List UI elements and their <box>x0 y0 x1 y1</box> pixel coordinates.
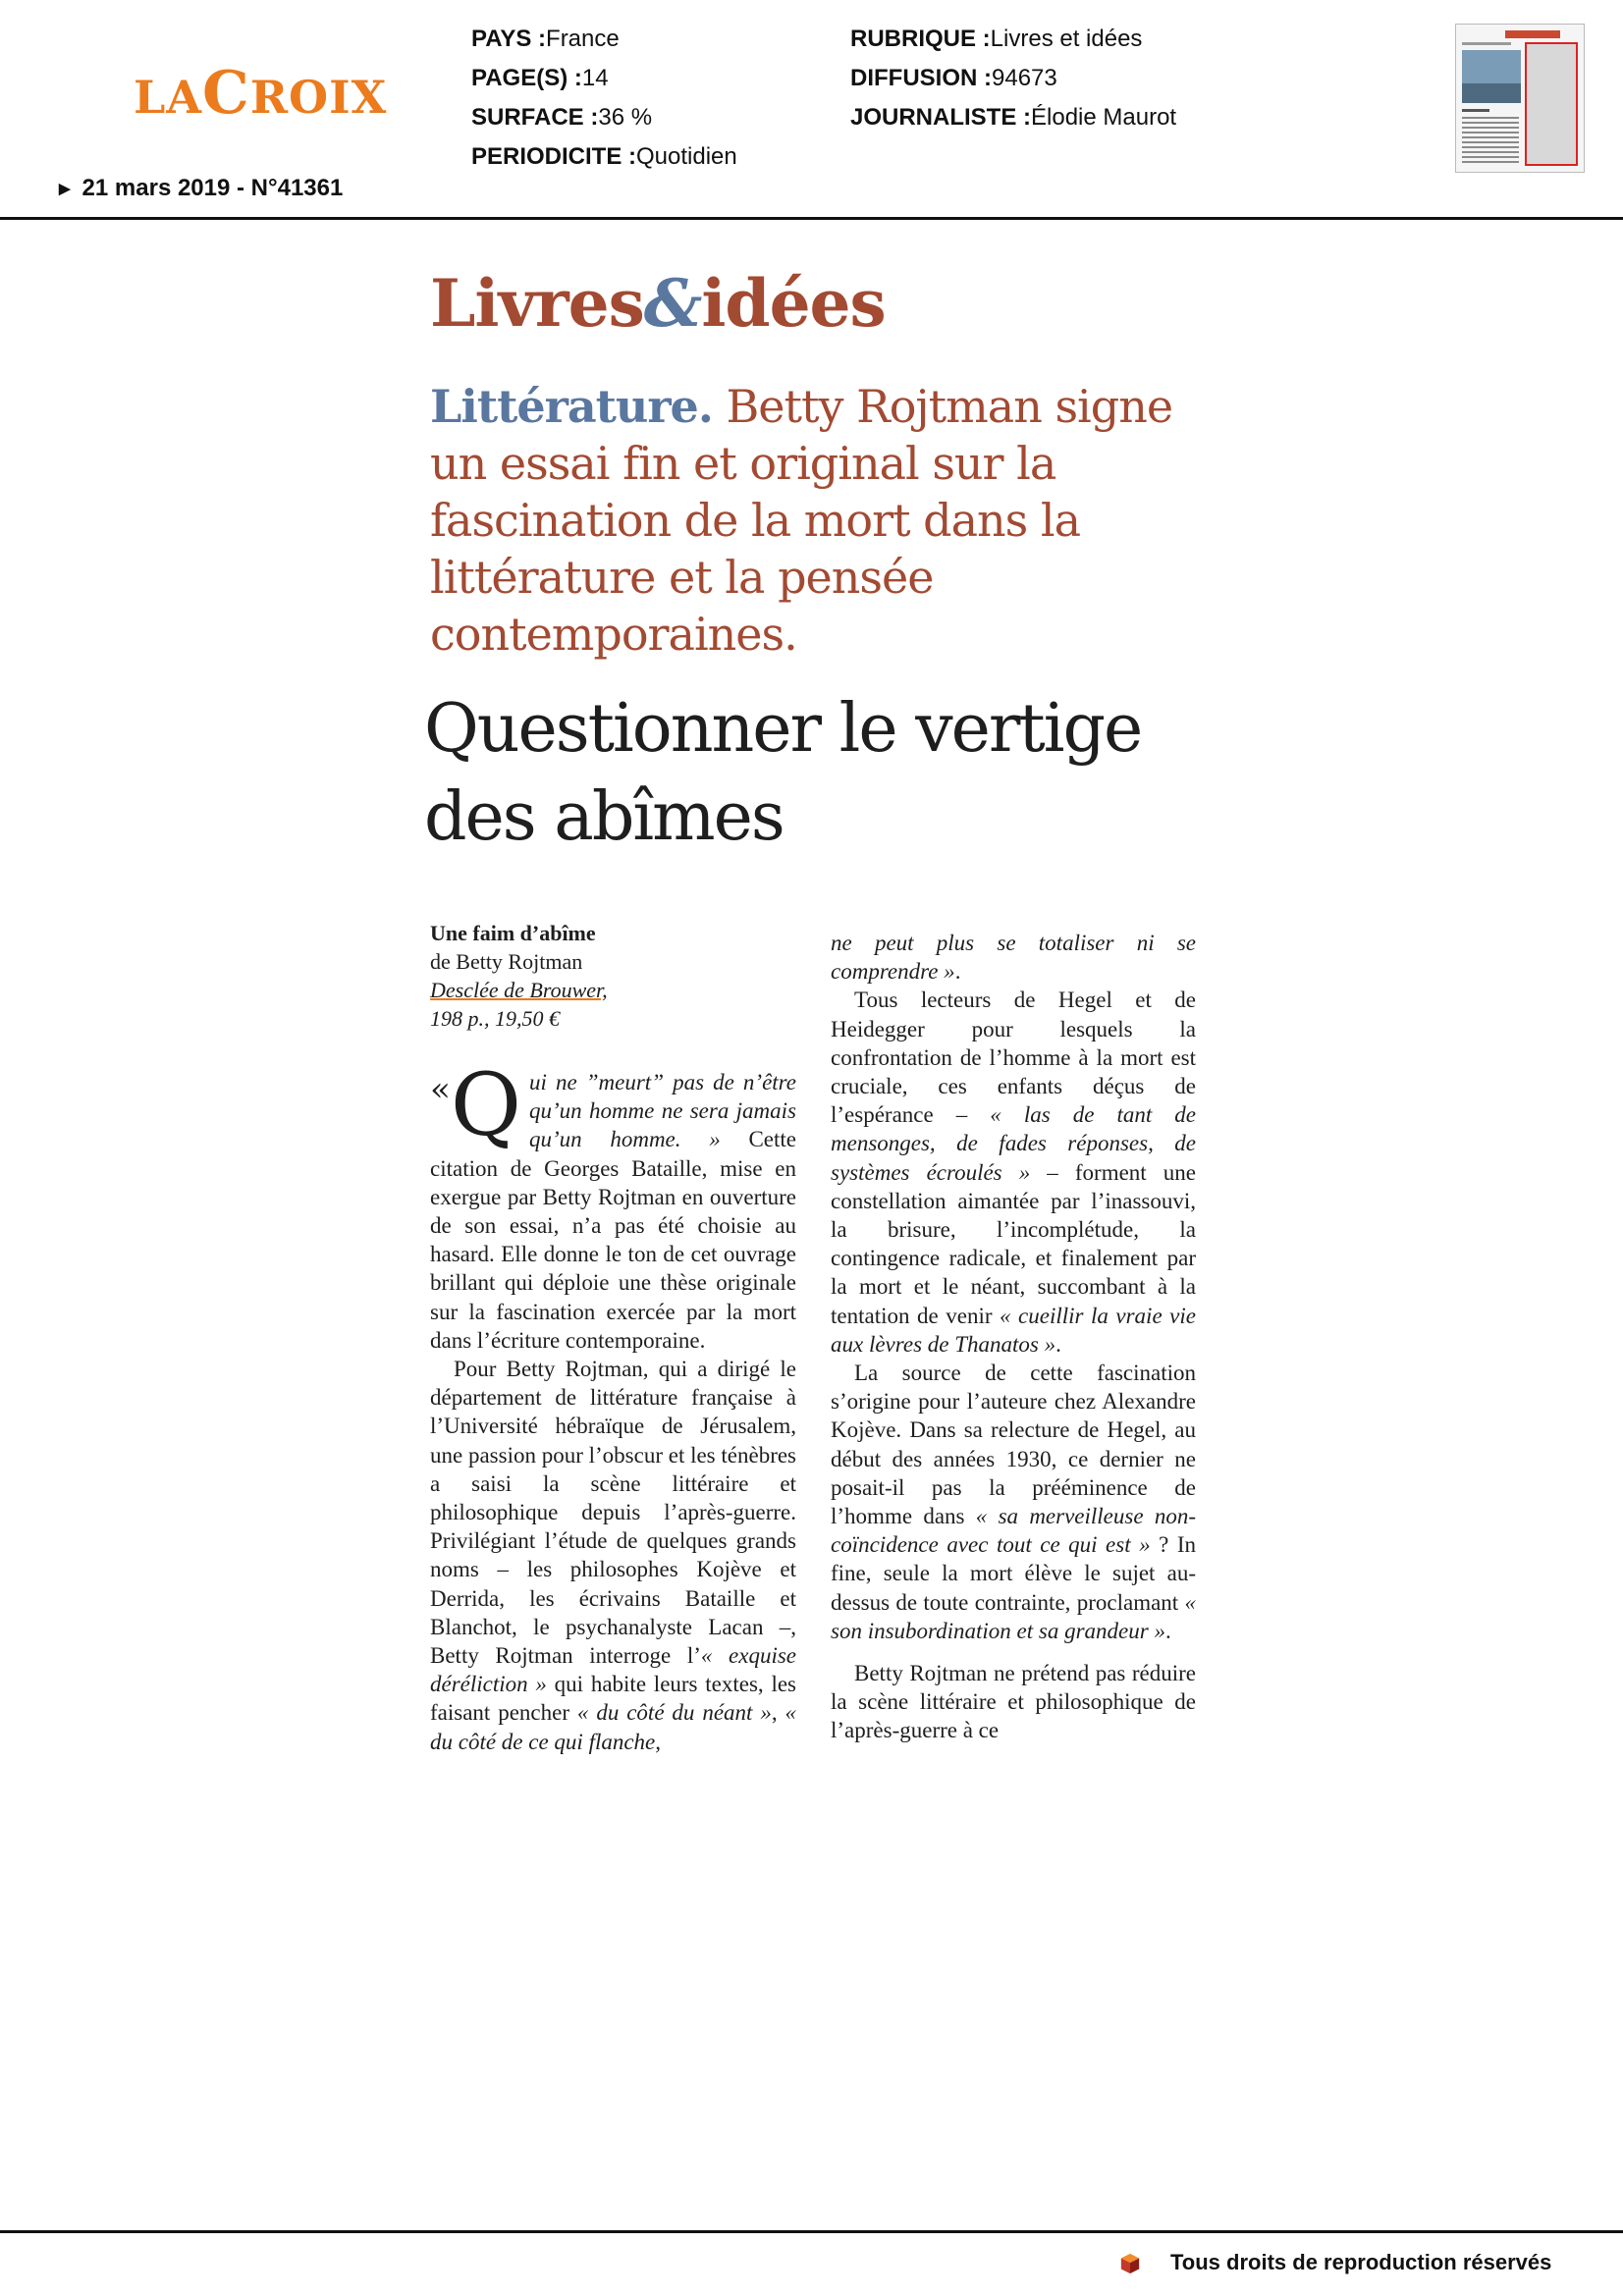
clipping-header <box>0 0 1623 218</box>
meta-row: JOURNALISTE :Élodie Maurot <box>850 104 1177 131</box>
triangle-bullet-icon: ▶ <box>59 181 71 197</box>
rights-notice <box>1119 2250 1551 2275</box>
header-rule <box>0 217 1623 220</box>
issue-date: 21 mars 2019 - N°41361 <box>81 175 344 201</box>
meta-row: PAYS :France <box>471 26 620 52</box>
paragraph: ne peut plus se totaliser ni se comprendre ». <box>831 931 1196 985</box>
paragraph: Pour Betty Rojtman, qui a dirigé le département de littérature française à l’Université hébraïque de Jérusalem, une passion pour l’obscur et les ténèbres a saisi la scène littéraire et philosophique depuis l’après-guerre. Privilégiant l’étude de quelques grands noms – les philosophes Kojève et Derrida, les écrivains Bataille et Blanchot, le psychanalyste Lacan –, Betty Rojtman interroge l’« exquise déréliction » qui habite leurs textes, les faisant pencher « du côté du néant », « du côté de ce qui flanche, <box>430 1357 797 1754</box>
meta-row: PAGE(S) :14 <box>471 65 609 91</box>
headline-line: Questionner le vertige <box>424 690 1142 768</box>
cube-logo-icon <box>1119 2253 1141 2274</box>
issue-dateline <box>59 175 343 202</box>
meta-row: SURFACE :36 % <box>471 104 653 131</box>
book-title: Une faim d’abîme <box>430 921 596 945</box>
meta-row: RUBRIQUE :Livres et idées <box>850 26 1143 52</box>
section-rubric: Livres&idées <box>430 265 886 342</box>
book-author: de Betty Rojtman <box>430 949 583 974</box>
newspaper-logo <box>134 59 387 128</box>
lede-category: Littérature. <box>430 380 713 433</box>
article-column-1 <box>430 1054 797 1756</box>
meta-row: PERIODICITE :Quotidien <box>471 143 737 170</box>
book-info-box <box>430 919 784 1033</box>
paragraph: «Q ui ne ”meurt” pas de n’être qu’un homme ne sera jamais qu’un homme. » Cette citation de Georges Bataille, mise en exergue par Betty Rojtman en ouverture de son essai, n’a pas été choisie au hasard. Elle donne le ton de cet ouvrage brillant qui déploie une thèse originale sur la fascination exercée par la mort dans l’écriture contemporaine. <box>430 1054 796 1353</box>
paragraph: Tous lecteurs de Hegel et de Heidegger pour lesquels la confrontation de l’homme à la mort est cruciale, ces enfants déçus de l’espérance – « las de tant de mensonges, de fades réponses, de systèmes écroulés » – forment une constellation aimantée par l’inassouvi, la brisure, l’incomplétude, la contingence radicale, et finalement par la mort et le néant, succombant à la tentation de venir « cueillir la vraie vie aux lèvres de Thanatos ». <box>831 988 1197 1357</box>
lede-text: Betty Rojtman signe un essai fin et original sur la fascination de la mort dans la littérature et la pensée contemporaines. <box>430 380 1173 661</box>
article-headline <box>424 685 1308 862</box>
headline-line: des abîmes <box>424 778 784 856</box>
rights-text: Tous droits de reproduction réservés <box>1170 2250 1552 2274</box>
footer-rule <box>0 2230 1623 2233</box>
logo-la: LA <box>134 71 203 124</box>
meta-row: DIFFUSION :94673 <box>850 65 1057 91</box>
logo-roix: ROIX <box>249 71 388 124</box>
meta-right <box>850 20 1176 137</box>
article-column-2 <box>831 929 1196 1745</box>
logo-c: C <box>202 59 250 128</box>
drop-cap: «Q <box>430 1054 521 1155</box>
article-lede <box>430 378 1176 663</box>
paragraph: Betty Rojtman ne prétend pas réduire la scène littéraire et philosophique de l’après-guerre à ce <box>831 1661 1196 1743</box>
book-publisher: Desclée de Brouwer, <box>430 978 608 1002</box>
page-thumbnail <box>1455 24 1585 173</box>
book-details: 198 p., 19,50 € <box>430 1006 560 1031</box>
paragraph: La source de cette fascination s’origine pour l’auteure chez Alexandre Kojève. Dans sa relecture de Hegel, au début des années 1930, ce dernier ne posait-il pas la prééminence de l’homme dans « sa merveilleuse non-coïncidence avec tout ce qui est » ? In fine, seule la mort élève le sujet au-dessus de toute contrainte, proclamant « son insubordination et sa grandeur ». <box>831 1361 1196 1643</box>
meta-left <box>471 20 737 177</box>
